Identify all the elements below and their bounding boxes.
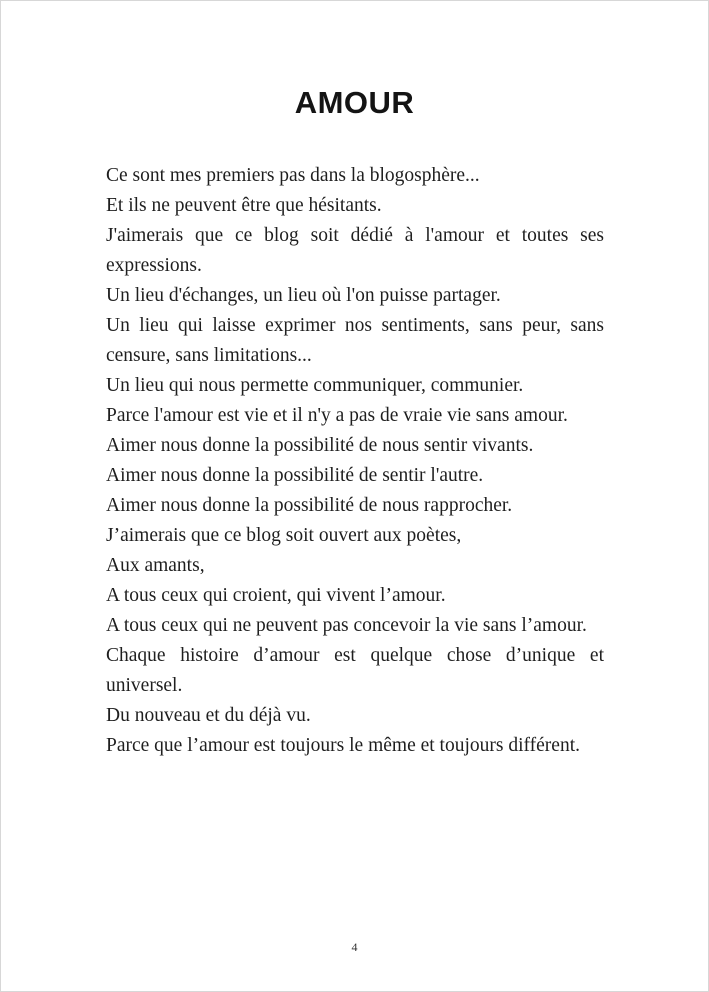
body-text	[1, 161, 708, 761]
paragraph: J’aimerais que ce blog soit ouvert aux poètes,	[106, 525, 462, 546]
paragraph: Du nouveau et du déjà vu.	[106, 705, 311, 726]
paragraph: Ce sont mes premiers pas dans la blogosphère...	[106, 165, 480, 186]
paragraph: Parce que l’amour est toujours le même et toujours différent.	[106, 735, 580, 756]
page-title: AMOUR	[294, 85, 415, 120]
paragraph: J'aimerais que ce blog soit dédié à l'amour et toutes ses expressions.	[106, 225, 604, 276]
paragraph: Aimer nous donne la possibilité de nous rapprocher.	[106, 495, 513, 516]
paragraph: A tous ceux qui ne peuvent pas concevoir la vie sans l’amour.	[106, 615, 587, 636]
paragraph: Et ils ne peuvent être que hésitants.	[106, 195, 382, 216]
paragraph: Aimer nous donne la possibilité de nous sentir vivants.	[106, 435, 534, 456]
paragraph: A tous ceux qui croient, qui vivent l’amour.	[106, 585, 446, 606]
page-number: 4	[351, 940, 358, 954]
paragraph: Un lieu qui laisse exprimer nos sentiments, sans peur, sans censure, sans limitations...	[106, 315, 604, 366]
paragraph: Parce l'amour est vie et il n'y a pas de vraie vie sans amour.	[106, 405, 568, 426]
paragraph: Aux amants,	[106, 555, 205, 576]
paragraph: Chaque histoire d’amour est quelque chose d’unique et universel.	[106, 645, 604, 696]
paragraph: Un lieu qui nous permette communiquer, communier.	[106, 375, 524, 396]
paragraph: Un lieu d'échanges, un lieu où l'on puisse partager.	[106, 285, 501, 306]
paragraph: Aimer nous donne la possibilité de sentir l'autre.	[106, 465, 484, 486]
